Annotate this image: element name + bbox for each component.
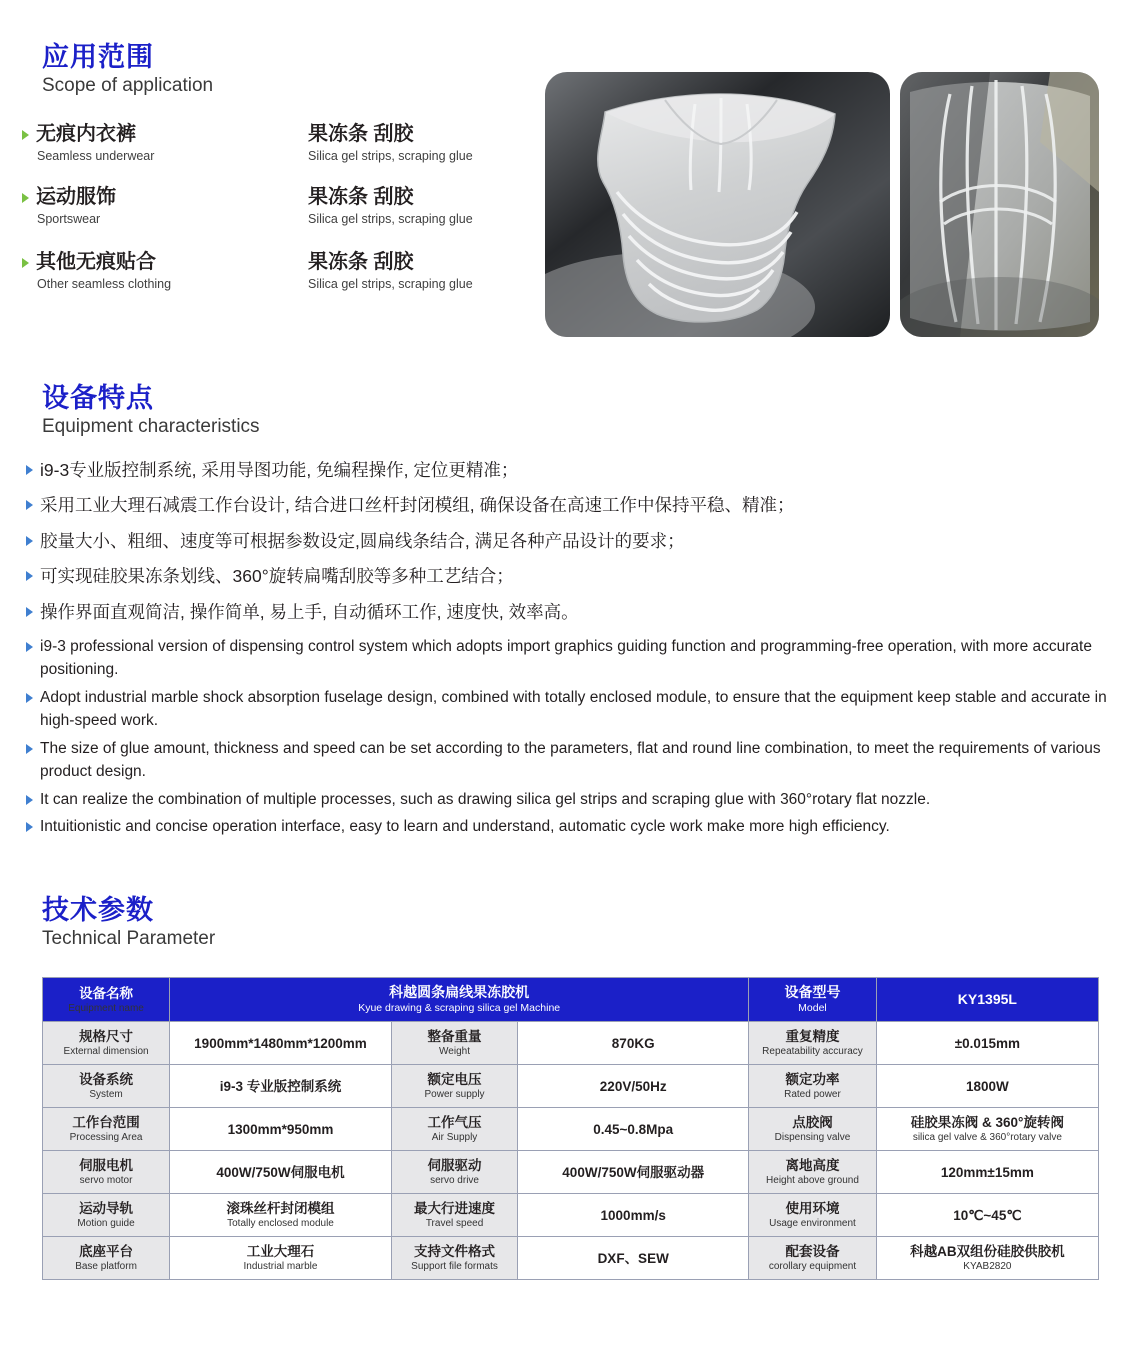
header-equipment-name: 设备名称 Equipment name — [43, 978, 170, 1022]
row3-value1: 1300mm*950mm — [170, 1108, 392, 1151]
row1-value3: ±0.015mm — [876, 1022, 1098, 1065]
scope-item-6-cn: 果冻条 刮胶 — [308, 251, 414, 273]
triangle-bullet-icon — [22, 258, 29, 268]
row2-value1: i9-3 专业版控制系统 — [170, 1065, 392, 1108]
row1-label3: 重复精度 Repeatability accuracy — [749, 1022, 877, 1065]
scope-item-2-cn: 运动服饰 — [22, 185, 116, 209]
row2-label3: 额定功率 Rated power — [749, 1065, 877, 1108]
feature-cn-2-text: 采用工业大理石减震工作台设计, 结合进口丝杆封闭模组, 确保设备在高速工作中保持平稳、精准； — [40, 495, 795, 515]
table-header-row — [43, 978, 1099, 1022]
tech-heading-en: Technical Parameter — [42, 928, 216, 949]
tech-heading-cn: 技术参数 — [42, 895, 154, 925]
row4-value1: 400W/750W伺服电机 — [170, 1151, 392, 1194]
scope-item-6 — [308, 250, 473, 292]
scope-item-4 — [308, 122, 473, 164]
row5-label3: 使用环境 Usage environment — [749, 1194, 877, 1237]
scope-item-3-en: Other seamless clothing — [37, 277, 172, 291]
scope-item-4-cn: 果冻条 刮胶 — [308, 123, 414, 145]
feature-en-2-text: Adopt industrial marble shock absorption fuselage design, combined with totally enclosed module, to ensure that the equipment keep stable and accurate in high-speed work. — [40, 689, 1107, 729]
sports-bra-illustration — [545, 72, 890, 337]
triangle-bullet-icon — [26, 822, 33, 832]
row3-label3: 点胶阀 Dispensing valve — [749, 1108, 877, 1151]
silica-gel-detail-illustration — [900, 72, 1099, 337]
section-heading-scope — [42, 42, 213, 99]
row5-label2: 最大行进速度 Travel speed — [391, 1194, 517, 1237]
scope-item-4-en: Silica gel strips, scraping glue — [308, 149, 473, 163]
row5-value3: 10℃~45℃ — [876, 1194, 1098, 1237]
technical-parameter-table — [42, 977, 1099, 1280]
triangle-bullet-icon — [26, 500, 33, 510]
section-heading-features — [42, 383, 260, 440]
feature-en-4 — [26, 788, 1111, 811]
scope-heading-cn: 应用范围 — [42, 42, 154, 72]
row6-label2: 支持文件格式 Support file formats — [391, 1237, 517, 1280]
triangle-bullet-icon — [26, 607, 33, 617]
feature-cn-3 — [26, 529, 1116, 553]
row6-label1: 底座平台 Base platform — [43, 1237, 170, 1280]
features-heading-cn: 设备特点 — [42, 383, 154, 413]
scope-item-3-cn: 其他无痕贴合 — [22, 250, 171, 274]
scope-item-3 — [22, 250, 171, 292]
header-model-label: 设备型号 Model — [749, 978, 877, 1022]
row5-value2: 1000mm/s — [518, 1194, 749, 1237]
feature-en-2 — [26, 686, 1111, 732]
row3-label1: 工作台范围 Processing Area — [43, 1108, 170, 1151]
row1-value1: 1900mm*1480mm*1200mm — [170, 1022, 392, 1065]
scope-item-1-cn: 无痕内衣裤 — [22, 122, 154, 146]
triangle-bullet-icon — [26, 536, 33, 546]
row1-label1: 规格尺寸 External dimension — [43, 1022, 170, 1065]
row6-value2: DXF、SEW — [518, 1237, 749, 1280]
row4-label1: 伺服电机 servo motor — [43, 1151, 170, 1194]
table-row — [43, 1151, 1099, 1194]
triangle-bullet-icon — [22, 193, 29, 203]
feature-cn-2 — [26, 493, 1116, 517]
row3-value3: 硅胶果冻阀 & 360°旋转阀 silica gel valve & 360°rotary valve — [876, 1108, 1098, 1151]
table-row — [43, 1194, 1099, 1237]
table-row — [43, 1022, 1099, 1065]
feature-en-5-text: Intuitionistic and concise operation interface, easy to learn and understand, automatic cycle work make more high efficiency. — [40, 818, 890, 835]
feature-cn-1 — [26, 458, 1116, 482]
feature-en-3 — [26, 737, 1111, 783]
row2-value3: 1800W — [876, 1065, 1098, 1108]
table-row — [43, 1108, 1099, 1151]
feature-cn-4 — [26, 564, 1116, 588]
header-machine-name: 科越圆条扁线果冻胶机 Kyue drawing & scraping silica gel Machine — [170, 978, 749, 1022]
row2-label2: 额定电压 Power supply — [391, 1065, 517, 1108]
row4-label3: 离地高度 Height above ground — [749, 1151, 877, 1194]
scope-item-5-cn: 果冻条 刮胶 — [308, 186, 414, 208]
row5-value1: 滚珠丝杆封闭模组 Totally enclosed module — [170, 1194, 392, 1237]
feature-en-1 — [26, 635, 1111, 681]
scope-item-2 — [22, 185, 116, 227]
scope-heading-en: Scope of application — [42, 75, 214, 96]
triangle-bullet-icon — [26, 465, 33, 475]
scope-item-5 — [308, 185, 473, 227]
feature-en-1-text: i9-3 professional version of dispensing control system which adopts import graphics guiding function and programming-free operation, with more accurate positioning. — [40, 638, 1092, 678]
feature-en-3-text: The size of glue amount, thickness and speed can be set according to the parameters, flat and round line combination, to meet the requirements of various product design. — [40, 740, 1101, 780]
row6-value3: 科越AB双组份硅胶供胶机 KYAB2820 — [876, 1237, 1098, 1280]
row1-label2: 整备重量 Weight — [391, 1022, 517, 1065]
row4-value2: 400W/750W伺服驱动器 — [518, 1151, 749, 1194]
row5-label1: 运动导轨 Motion guide — [43, 1194, 170, 1237]
triangle-bullet-icon — [26, 571, 33, 581]
triangle-bullet-icon — [26, 795, 33, 805]
feature-cn-4-text: 可实现硅胶果冻条划线、360°旋转扁嘴刮胶等多种工艺结合； — [40, 566, 514, 586]
table-row — [43, 1237, 1099, 1280]
triangle-bullet-icon — [26, 642, 33, 652]
features-heading-en: Equipment characteristics — [42, 416, 260, 437]
row6-label3: 配套设备 corollary equipment — [749, 1237, 877, 1280]
row6-value1: 工业大理石 Industrial marble — [170, 1237, 392, 1280]
row2-value2: 220V/50Hz — [518, 1065, 749, 1108]
section-heading-tech — [42, 895, 215, 952]
row3-label2: 工作气压 Air Supply — [391, 1108, 517, 1151]
triangle-bullet-icon — [26, 744, 33, 754]
feature-cn-5-text: 操作界面直观简洁, 操作简单, 易上手, 自动循环工作, 速度快, 效率高。 — [40, 602, 579, 622]
row4-label2: 伺服驱动 servo drive — [391, 1151, 517, 1194]
feature-cn-5 — [26, 600, 1116, 624]
feature-en-4-text: It can realize the combination of multiple processes, such as drawing silica gel strips and scraping glue with 360°rotary flat nozzle. — [40, 791, 931, 808]
triangle-bullet-icon — [22, 130, 29, 140]
row2-label1: 设备系统 System — [43, 1065, 170, 1108]
row4-value3: 120mm±15mm — [876, 1151, 1098, 1194]
product-photo-detail — [900, 72, 1099, 337]
triangle-bullet-icon — [26, 693, 33, 703]
product-photo-sports-bra — [545, 72, 890, 337]
scope-item-6-en: Silica gel strips, scraping glue — [308, 277, 473, 291]
scope-item-5-en: Silica gel strips, scraping glue — [308, 212, 473, 226]
table-row — [43, 1065, 1099, 1108]
feature-cn-3-text: 胶量大小、粗细、速度等可根据参数设定,圆扁线条结合, 满足各种产品设计的要求； — [40, 531, 685, 551]
feature-en-5 — [26, 815, 1111, 838]
scope-item-2-en: Sportswear — [37, 212, 101, 226]
row1-value2: 870KG — [518, 1022, 749, 1065]
feature-cn-1-text: i9-3专业版控制系统, 采用导图功能, 免编程操作, 定位更精准； — [40, 460, 519, 480]
scope-item-1 — [22, 122, 154, 164]
header-model-value: KY1395L — [876, 978, 1098, 1022]
row3-value2: 0.45~0.8Mpa — [518, 1108, 749, 1151]
scope-item-1-en: Seamless underwear — [37, 149, 155, 163]
